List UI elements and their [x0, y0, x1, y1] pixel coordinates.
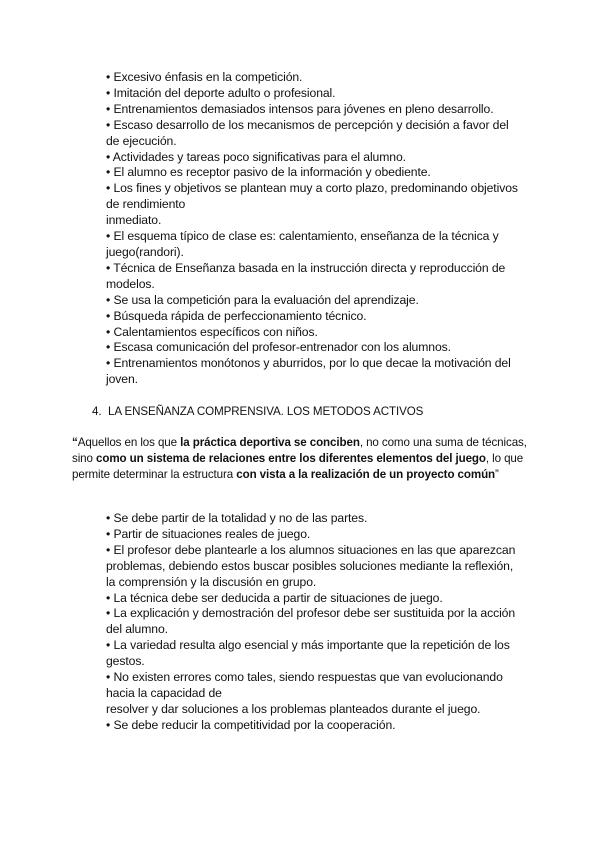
close-quote-mark: ”	[495, 468, 499, 481]
section-title: LA ENSEÑANZA COMPRENSIVA. LOS METODOS ACTIVOS	[108, 405, 424, 418]
list-item: • Escaso desarrollo de los mecanismos de percepción y decisión a favor del de ejecución.	[106, 117, 509, 148]
list-item: • Se debe reducir la competitividad por la cooperación.	[106, 717, 396, 732]
list-item: • Búsqueda rápida de perfeccionamiento técnico.	[106, 308, 367, 323]
open-quote-mark: “	[72, 436, 78, 449]
list-item: • Calentamientos específicos con niños.	[106, 324, 318, 339]
quote-text: , no como una suma de técnicas, sino	[72, 436, 527, 465]
list-item: • El profesor debe plantearle a los alumnos situaciones en las que aparezcan problemas, debiendo estos buscar posibles soluciones mediante la reflexión, la comprensión y la discusión en grupo.	[106, 542, 516, 589]
list-item: • Excesivo énfasis en la competición.	[106, 70, 303, 84]
section4-bullet-list	[106, 511, 526, 734]
list-item: • El alumno es receptor pasivo de la información y obediente.	[106, 165, 431, 180]
list-item: • No existen errores como tales, siendo respuestas que van evolucionando hacia la capacidad de resolver y dar soluciones a los problemas planteados durante el juego.	[106, 670, 503, 716]
list-item: • Se usa la competición para la evaluación del aprendizaje.	[106, 292, 419, 307]
list-item: • Se debe partir de la totalidad y no de las partes.	[106, 511, 368, 525]
list-item: • El esquema típico de clase es: calentamiento, enseñanza de la técnica y juego(randori).	[106, 229, 499, 259]
list-item: • Técnica de Enseñanza basada en la instrucción directa y reproducción de modelos.	[106, 260, 506, 291]
list-item: • La variedad resulta algo esencial y más importante que la repetición de los gestos.	[106, 638, 510, 669]
quote-bold-text: la práctica deportiva se conciben	[180, 436, 360, 449]
section4-heading	[92, 405, 423, 419]
quote-bold-text: como un sistema de relaciones entre los diferentes elementos del juego	[96, 452, 486, 465]
list-item: • Partir de situaciones reales de juego.	[106, 526, 311, 541]
list-item: • Entrenamientos monótonos y aburridos, por lo que decae la motivación del joven.	[106, 356, 511, 387]
quote-text: Aquellos en los que	[77, 436, 181, 449]
list-item: • Los fines y objetivos se plantean muy a corto plazo, predominando objetivos de rendimiento inmediato.	[106, 181, 518, 228]
section3-bullet-list	[106, 70, 526, 388]
definition-quote	[72, 435, 527, 483]
list-item: • La explicación y demostración del profesor debe ser sustituida por la acción del alumno.	[106, 606, 516, 637]
quote-text: , lo que permite determinar la estructura	[72, 452, 524, 481]
list-item: • Escasa comunicación del profesor-entrenador con los alumnos.	[106, 340, 451, 355]
section-number: 4.	[92, 405, 102, 418]
list-item: • Imitación del deporte adulto o profesional.	[106, 85, 336, 100]
list-item: • Actividades y tareas poco significativas para el alumno.	[106, 149, 406, 164]
list-item: • Entrenamientos demasiados intensos para jóvenes en pleno desarrollo.	[106, 101, 494, 116]
list-item: • La técnica debe ser deducida a partir de situaciones de juego.	[106, 590, 443, 605]
quote-bold-text: con vista a la realización de un proyecto común	[236, 468, 496, 481]
